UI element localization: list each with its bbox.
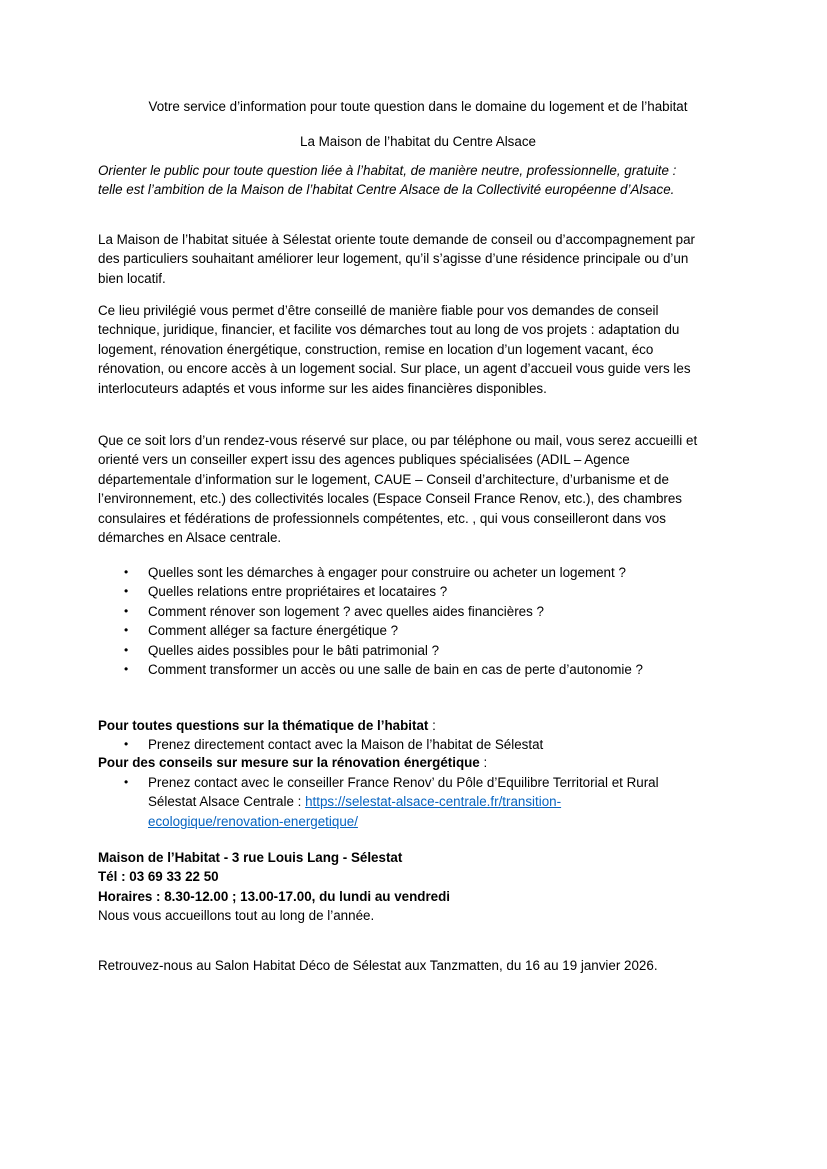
paragraph-line: La Maison de l’habitat située à Sélestat oriente toute demande de conseil ou d’accompagnement par <box>98 232 696 247</box>
paragraph-line: interlocuteurs adaptés et vous informe sur les aides financières disponibles. <box>98 380 547 396</box>
event-announcement: Retrouvez-nous au Salon Habitat Déco de Sélestat aux Tanzmatten, du 16 au 19 janvier 2026. <box>98 958 658 973</box>
paragraph-line: technique, juridique, financier, et facilite vos démarches tout au long de vos projets : adaptation du <box>98 322 680 338</box>
hours-line: Horaires : 8.30-12.00 ; 13.00-17.00, du lundi au vendredi <box>98 888 451 904</box>
intro-paragraph <box>98 161 738 200</box>
address-block <box>98 848 738 926</box>
paragraph-line: Ce lieu privilégié vous permet d’être conseillé de manière fiable pour vos demandes de conseil <box>98 303 659 318</box>
renovation-heading: Pour des conseils sur mesure sur la rénovation énergétique : <box>98 755 488 770</box>
renovation-link[interactable]: https://selestat-alsace-centrale.fr/transition- <box>305 794 562 810</box>
paragraph-line: logement, rénovation énergétique, construction, remise en location d’un logement vacant, éco <box>98 341 654 357</box>
bullet-icon: • <box>124 775 129 789</box>
document-title: La Maison de l’habitat du Centre Alsace <box>300 134 536 149</box>
paragraph-services <box>98 301 738 398</box>
habitat-list <box>98 735 543 754</box>
paragraph-line: Que ce soit lors d’un rendez-vous réservé sur place, ou par téléphone ou mail, vous serez accueilli et <box>98 433 698 448</box>
bullet-icon: • <box>124 565 129 579</box>
bullet-icon: • <box>124 662 129 677</box>
welcome-note: Nous vous accueillons tout au long de l’année. <box>98 908 375 924</box>
renovation-item: • Prenez contact avec le conseiller France Renov’ du Pôle d’Equilibre Territorial et Rural Sélestat Alsace Centrale : https://selestat-alsace-centrale.fr/transition- ecologique/renovation-energetique/ <box>124 775 659 829</box>
paragraph-line: des particuliers souhaitant améliorer leur logement, qu’il s’agisse d’une résidence principale ou d’un <box>98 251 689 267</box>
habitat-heading: Pour toutes questions sur la thématique de l’habitat : <box>98 718 436 733</box>
questions-list <box>98 563 643 679</box>
paragraph-line: orienté vers un conseiller expert issu des agences publiques spécialisées (ADIL – Agence <box>98 452 630 468</box>
bullet-icon: • <box>124 584 129 599</box>
paragraph-line: rénovation, ou encore accès à un logement social. Sur place, un agent d’accueil vous guide vers les <box>98 361 691 377</box>
paragraph-line: consulaires et fédérations de professionnels compétentes, etc. , qui vous conseilleront dans vos <box>98 510 666 526</box>
question-item: • Comment alléger sa facture énergétique ? <box>98 621 643 640</box>
bullet-icon: • <box>124 642 129 657</box>
question-item: • Quelles relations entre propriétaires et locataires ? <box>98 582 643 601</box>
question-item: • Quelles aides possibles pour le bâti patrimonial ? <box>98 641 643 660</box>
intro-line: telle est l’ambition de la Maison de l’habitat Centre Alsace de la Collectivité européenne d’Alsace. <box>98 182 675 198</box>
intro-line: Orienter le public pour toute question liée à l’habitat, de manière neutre, professionnelle, gratuite : <box>98 163 677 178</box>
bullet-icon: • <box>124 737 129 751</box>
address-line: Maison de l’Habitat - 3 rue Louis Lang - Sélestat <box>98 850 403 865</box>
paragraph-location <box>98 230 738 288</box>
question-item: • Comment transformer un accès ou une salle de bain en cas de perte d’autonomie ? <box>98 660 643 679</box>
paragraph-line: départementale d’information sur le logement, CAUE – Conseil d’architecture, d’urbanisme et de <box>98 471 669 487</box>
paragraph-line: l’environnement, etc.) des collectivités locales (Espace Conseil France Renov, etc.), des chambres <box>98 491 682 507</box>
habitat-item: • Prenez directement contact avec la Maison de l’habitat de Sélestat <box>98 735 543 754</box>
phone-line: Tél : 03 69 33 22 50 <box>98 869 219 885</box>
bullet-icon: • <box>124 623 129 638</box>
question-item: • Quelles sont les démarches à engager pour construire ou acheter un logement ? <box>98 563 643 582</box>
renovation-link-continued[interactable]: ecologique/renovation-energetique/ <box>148 813 358 829</box>
question-item: • Comment rénover son logement ? avec quelles aides financières ? <box>98 602 643 621</box>
paragraph-line: démarches en Alsace centrale. <box>98 530 282 546</box>
paragraph-experts <box>98 431 738 547</box>
bullet-icon: • <box>124 603 129 618</box>
renovation-list <box>98 773 659 831</box>
paragraph-line: bien locatif. <box>98 270 166 286</box>
document-subtitle: Votre service d’information pour toute question dans le domaine du logement et de l’habitat <box>148 99 688 114</box>
